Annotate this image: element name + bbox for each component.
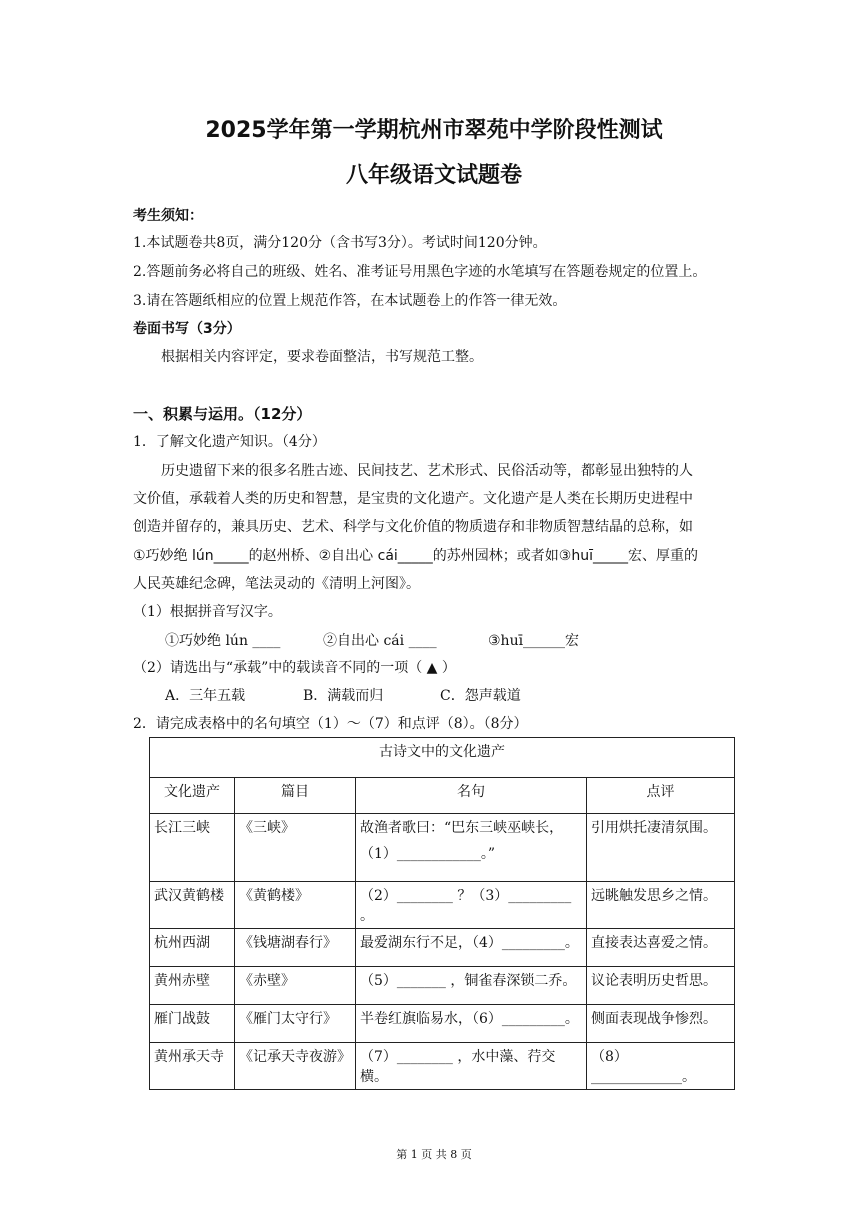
table-row [150, 1005, 735, 1043]
cell-line-2: （1）____________。” [360, 846, 496, 862]
table-title: 古诗文中的文化遗产 [150, 738, 735, 778]
option-a: A．三年五载 [165, 688, 246, 704]
cell-comment: （8）_____________。 [587, 1043, 735, 1090]
cell-heritage: 武汉黄鹤楼 [150, 882, 235, 929]
exam-title: 2025学年第一学期杭州市翠苑中学阶段性测试 [205, 118, 663, 143]
cell-comment: 远眺触发思乡之情。 [587, 882, 735, 929]
cell-line: （5）_______ ，铜雀春深锁二乔。 [356, 967, 587, 1005]
cell-work: 《记承天寺夜游》 [235, 1043, 356, 1090]
notice-item-2: 2.答题前务必将自己的班级、姓名、准考证号用黑色字迹的水笔填写在答题卷规定的位置上。 [133, 264, 707, 280]
cell-work: 《钱塘湖春行》 [235, 929, 356, 967]
q1-sub2: （2）请选出与“承载”中的载读音不同的一项（ ▲ ） [133, 660, 456, 676]
cell-heritage: 雁门战鼓 [150, 1005, 235, 1043]
passage-line-3: 创造并留存的，兼具历史、艺术、科学与文化价值的物质遗存和非物质智慧结晶的总称，如 [133, 519, 693, 535]
table-row [150, 1043, 735, 1090]
cell-work: 《雁门太守行》 [235, 1005, 356, 1043]
writing-text: 根据相关内容评定，要求卷面整洁，书写规范工整。 [161, 349, 483, 365]
passage-line-5: 人民英雄纪念碑，笔法灵动的《清明上河图》。 [133, 576, 420, 592]
notice-item-1: 1.本试题卷共8页，满分120分（含书写3分）。考试时间120分钟。 [133, 235, 547, 251]
cell-heritage: 杭州西湖 [150, 929, 235, 967]
cell-comment: 直接表达喜爱之情。 [587, 929, 735, 967]
cell-line: （7）________ ，水中藻、荇交横。 [356, 1043, 587, 1090]
q1-sub1-item-2: ②自出心 cái ____ [323, 633, 437, 649]
notice-heading: 考生须知： [133, 208, 203, 224]
cell-heritage: 黄州承天寺 [150, 1043, 235, 1090]
cell-line: 半卷红旗临易水，（6）_________。 [356, 1005, 587, 1043]
q1-sub1-item-1: ①巧妙绝 lún ____ [165, 633, 281, 649]
cell-heritage: 长江三峡 [150, 814, 235, 882]
cell-line: 最爱湖东行不足，（4）_________。 [356, 929, 587, 967]
table-row [150, 929, 735, 967]
section1-heading: 一、积累与运用。（12分） [133, 405, 312, 423]
passage-line-4: ①巧妙绝 lún_____的赵州桥、②自出心 cái_____的苏州园林；或者如③huī_____宏、厚重的 [133, 548, 698, 564]
poem-table [149, 737, 735, 1090]
header-work: 篇目 [235, 778, 356, 814]
q1-sub1-item-3: ③huī______宏 [488, 633, 580, 649]
table-row [150, 882, 735, 929]
passage-line-2: 文价值，承载着人类的历史和智慧，是宝贵的文化遗产。文化遗产是人类在长期历史进程中 [133, 491, 693, 507]
option-c: C．怨声载道 [440, 688, 521, 704]
q1-label: 1．了解文化遗产知识。（4分） [133, 434, 326, 450]
header-heritage: 文化遗产 [150, 778, 235, 814]
header-line: 名句 [356, 778, 587, 814]
cell-line-1: 故渔者歌曰：“巴东三峡巫峡长， [360, 820, 564, 836]
q2-label: 2．请完成表格中的名句填空（1）～（7）和点评（8）。（8分） [133, 716, 528, 732]
header-comment: 点评 [587, 778, 735, 814]
table-row [150, 814, 735, 882]
cell-work: 《赤壁》 [235, 967, 356, 1005]
option-b: B．满载而归 [303, 688, 384, 704]
cell-comment: 引用烘托凄清氛围。 [587, 814, 735, 882]
cell-work: 《黄鹤楼》 [235, 882, 356, 929]
cell-heritage: 黄州赤壁 [150, 967, 235, 1005]
q1-sub1: （1）根据拼音写汉字。 [133, 604, 282, 620]
cell-work: 《三峡》 [235, 814, 356, 882]
writing-heading: 卷面书写（3分） [133, 321, 241, 337]
cell-comment: 侧面表现战争惨烈。 [587, 1005, 735, 1043]
table-row [150, 967, 735, 1005]
cell-line [356, 814, 587, 882]
passage-line-1: 历史遗留下来的很多名胜古迹、民间技艺、艺术形式、民俗活动等，都彰显出独特的人 [161, 463, 693, 479]
cell-comment: 议论表明历史哲思。 [587, 967, 735, 1005]
page-footer: 第 1 页 共 8 页 [396, 1148, 472, 1161]
cell-line: （2）________ ？（3）_________ 。 [356, 882, 587, 929]
exam-subtitle: 八年级语文试题卷 [345, 163, 522, 188]
notice-item-3: 3.请在答题纸相应的位置上规范作答，在本试题卷上的作答一律无效。 [133, 293, 567, 309]
